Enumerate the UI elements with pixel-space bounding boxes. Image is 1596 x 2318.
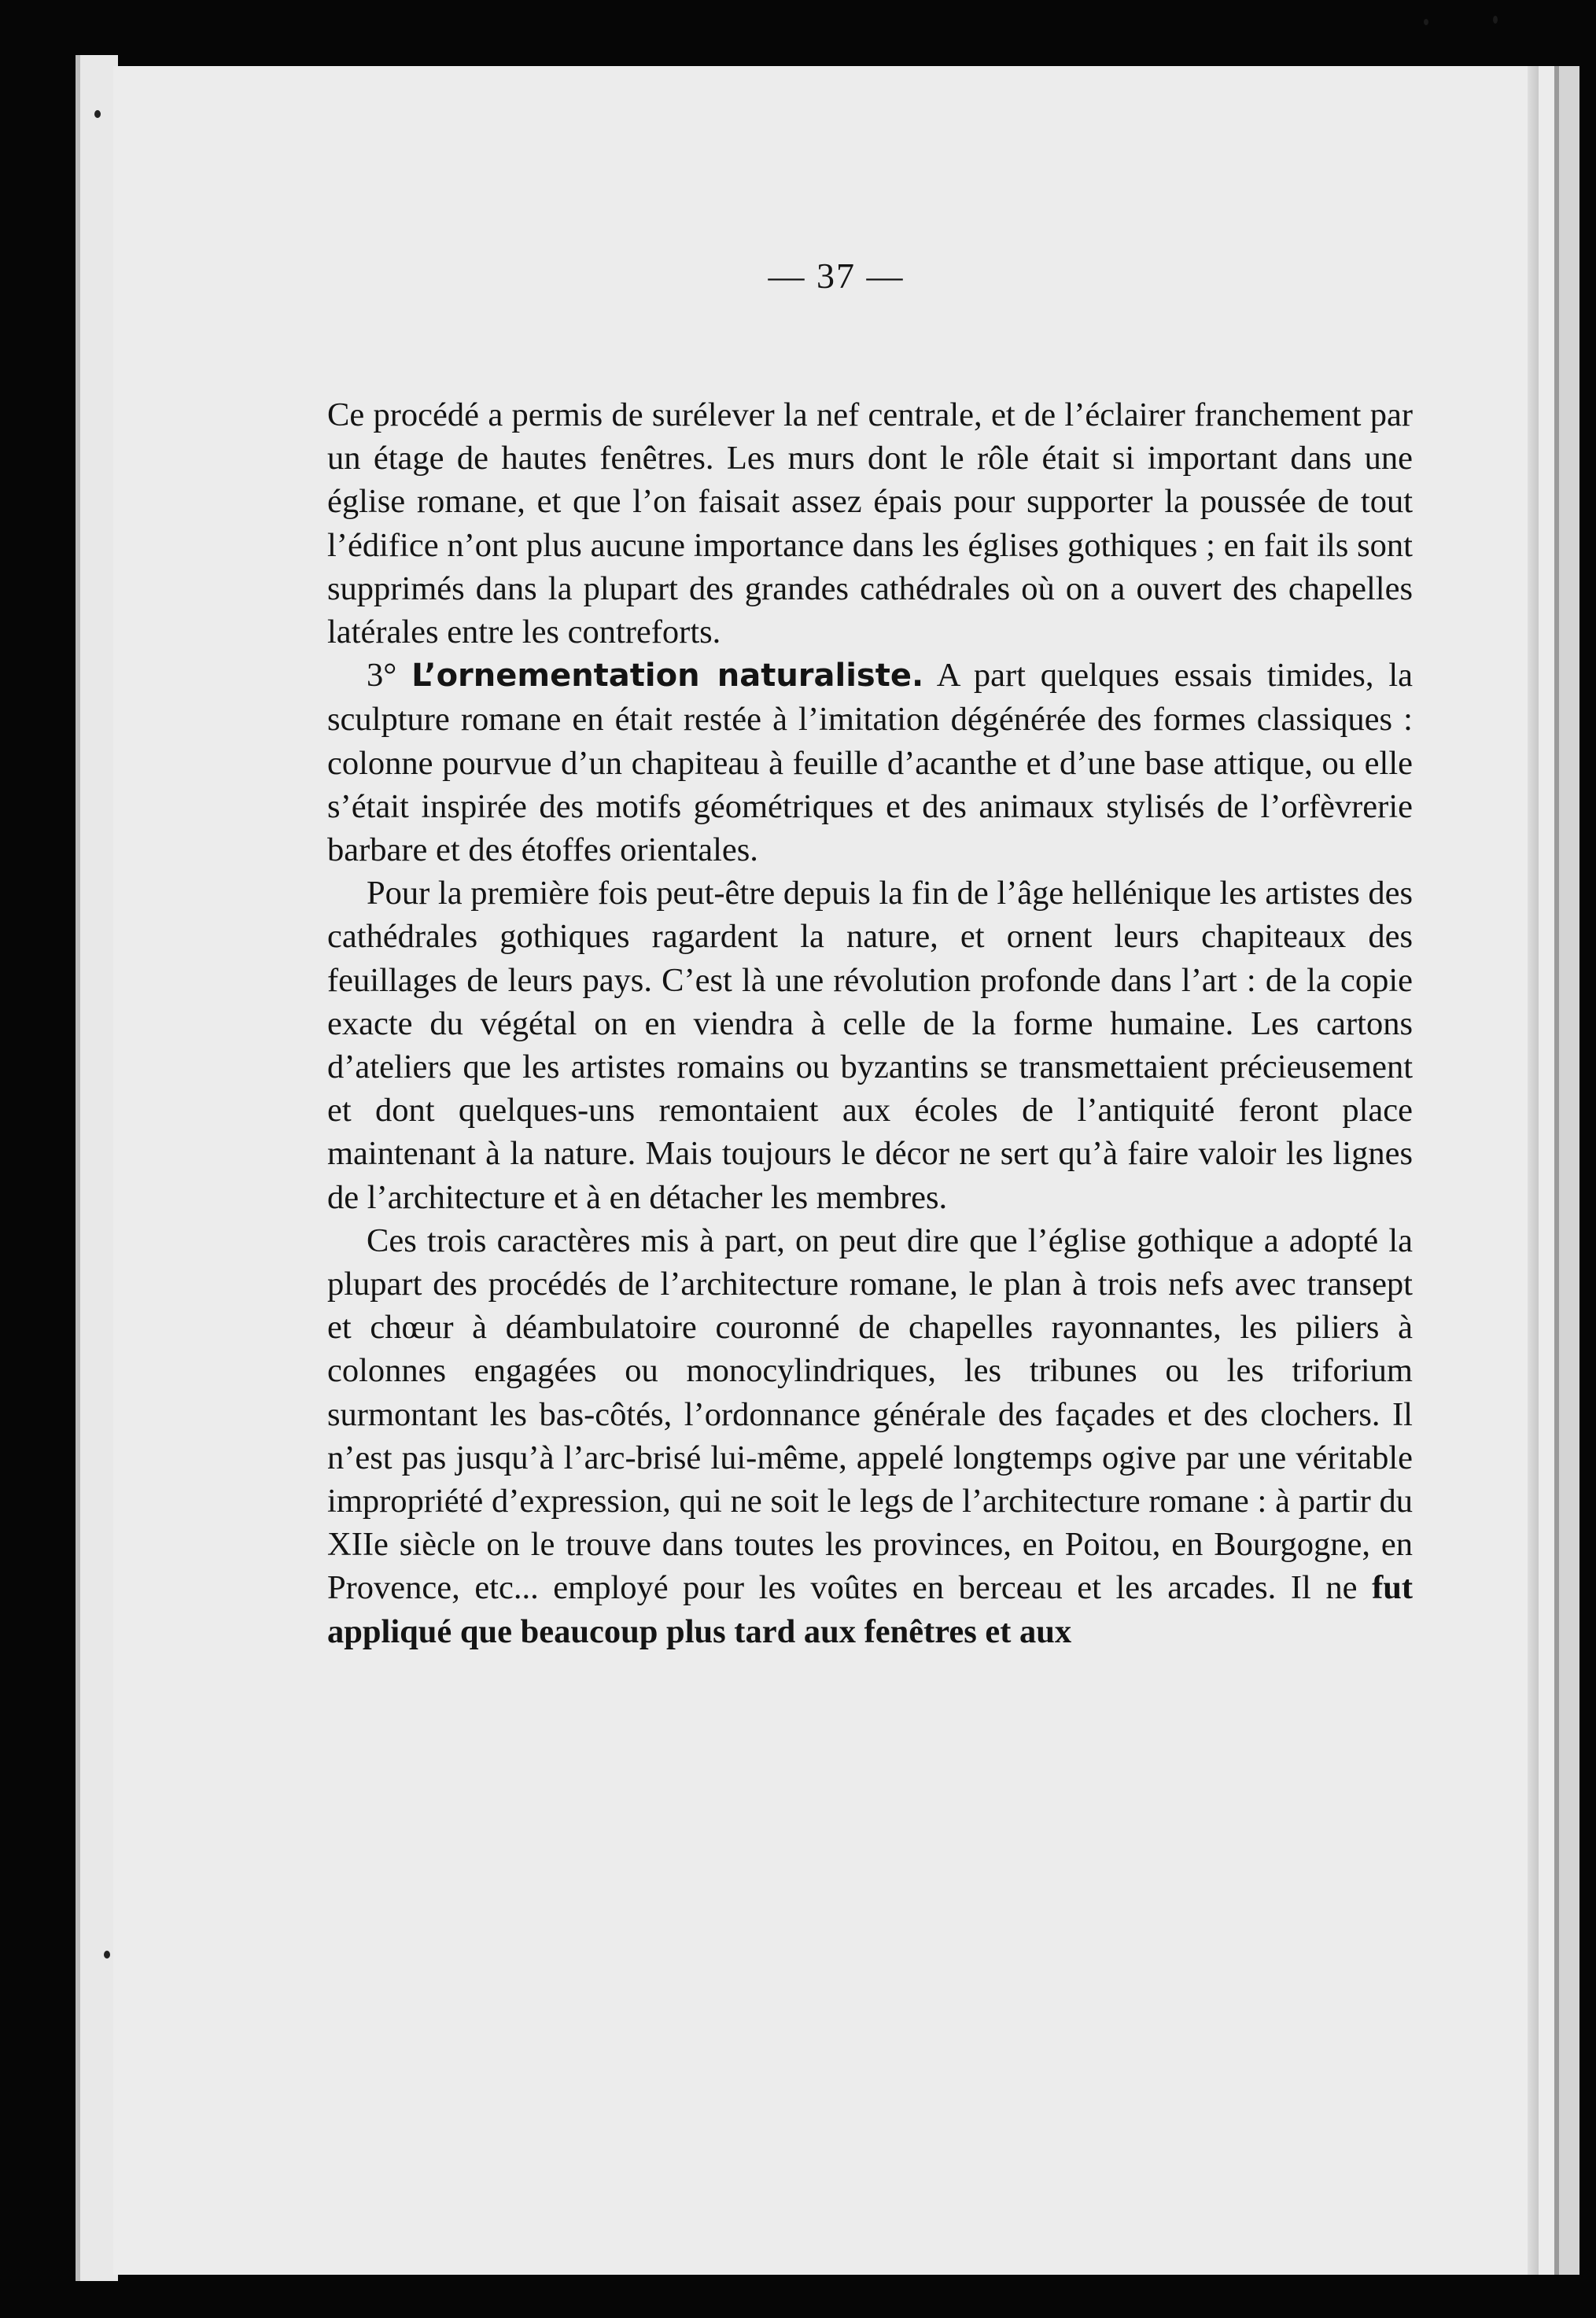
body-text bbox=[327, 393, 1413, 1653]
page-fold-edge bbox=[1528, 66, 1539, 2275]
paragraph-text: Ces trois caractères mis à part, on peut dire que l’église gothique a adopté la plupart des procédés de l’architecture romane, le plan à trois nefs avec transept et chœur à déambulatoire couronné de chapelles rayonnantes, les piliers à colonnes engagées ou monocylindriques, les tribunes ou les triforium surmontant les bas-côtés, l’ordonnance générale des façades et des clochers. Il n’est pas jusqu’à l’arc-brisé lui-même, appelé longtemps ogive par une véritable impropriété d’expression, qui ne soit le legs de l’architecture romane : à partir du XIIe siècle on le trouve dans toutes les provinces, en Poitou, en Bourgogne, en Provence, etc... employé pour les voûtes en berceau et les arcades. Il ne bbox=[327, 1222, 1413, 1607]
paragraph-text: Pour la première fois peut-être depuis la fin de l’âge hellénique les artistes des cathédrales gothiques ragardent la nature, et ornent leurs chapiteaux des feuillages de leurs pays. C’est là une révolution profonde dans l’art : de la copie exacte du végétal on en viendra à celle de la forme humaine. Les cartons d’ateliers que les artistes romains ou byzantins se transmettaient précieusement et dont quelques-uns remontaient aux écoles de l’antiquité feront place maintenant à la nature. Mais toujours le décor ne sert qu’à faire valoir les lignes de l’architecture et à en détacher les membres. bbox=[327, 875, 1414, 1216]
section-heading: L’ornementation naturaliste. bbox=[411, 658, 924, 695]
paragraph-3 bbox=[327, 872, 1413, 1219]
paragraph-bold-tail: fut appliqué que beaucoup plus tard aux fenêtres et aux bbox=[327, 1569, 1414, 1650]
paragraph-2 bbox=[327, 654, 1413, 872]
paragraph-text: A part quelques essais timides, la sculpture romane en était restée à l’imitation dégénérée des formes classiques : colonne pourvue d’un chapiteau à feuille d’acanthe et d’une base attique, ou elle s’était inspirée des motifs géométriques et des animaux stylisés de l’orfèvrerie barbare et des étoffes orientales. bbox=[327, 657, 1413, 869]
scan-speck bbox=[1424, 19, 1428, 25]
paragraph-4 bbox=[327, 1219, 1413, 1653]
paragraph-text: Ce procédé a permis de surélever la nef centrale, et de l’éclairer franchement par un étage de hautes fenêtres. Les murs dont le rôle était si important dans une église romane, et que l’on faisait assez épais pour supporter la poussée de tout l’édifice n’ont plus aucune importance dans les églises gothiques ; en fait ils sont supprimés dans la plupart des grandes cathédrales où on a ouvert des chapelles latérales entre les contreforts. bbox=[327, 396, 1413, 651]
section-number: 3° bbox=[367, 657, 397, 695]
scan-speck bbox=[1493, 16, 1498, 24]
document-page bbox=[113, 66, 1579, 2275]
binding-edge bbox=[76, 55, 118, 2281]
binding-speck bbox=[104, 1951, 110, 1959]
paragraph-1 bbox=[327, 393, 1413, 654]
binding-speck bbox=[94, 110, 101, 118]
page-number: — 37 — bbox=[768, 256, 905, 296]
